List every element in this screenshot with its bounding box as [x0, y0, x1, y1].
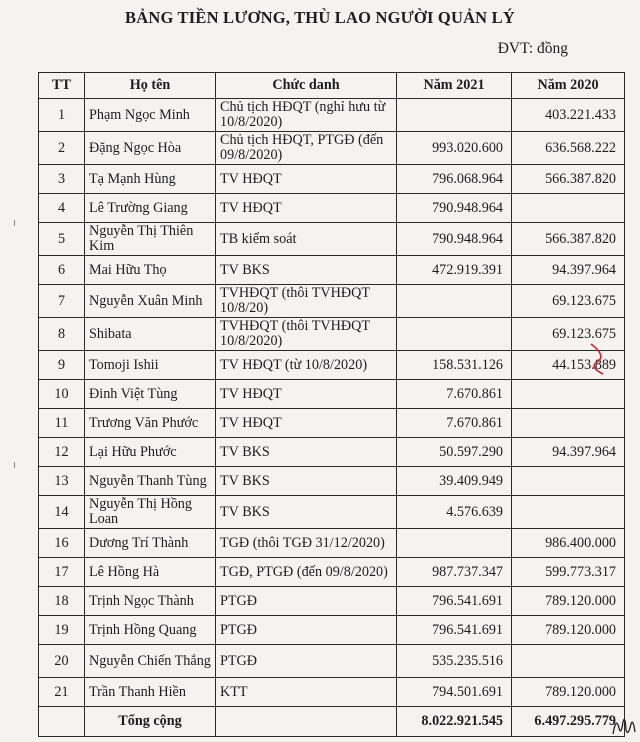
- table-row: [39, 587, 625, 616]
- row-position: TV HĐQT: [216, 409, 397, 438]
- row-position: TV BKS: [216, 467, 397, 496]
- scan-mark: [14, 462, 15, 468]
- table-row: [39, 99, 625, 132]
- row-position: TGĐ, PTGĐ (đến 09/8/2020): [216, 558, 397, 587]
- row-2020: 566.387.820: [512, 223, 625, 256]
- table-row: [39, 194, 625, 223]
- row-position: TV HĐQT: [216, 194, 397, 223]
- table-row: [39, 223, 625, 256]
- row-position: TV HĐQT: [216, 165, 397, 194]
- row-2021: [397, 285, 512, 318]
- row-tt: 9: [39, 351, 85, 380]
- row-2021: 7.670.861: [397, 380, 512, 409]
- row-tt: 3: [39, 165, 85, 194]
- row-name: Trương Văn Phước: [85, 409, 216, 438]
- row-name: Trịnh Ngọc Thành: [85, 587, 216, 616]
- table-row: [39, 165, 625, 194]
- row-tt: 11: [39, 409, 85, 438]
- row-2021: 4.576.639: [397, 496, 512, 529]
- header-name: Họ tên: [85, 73, 216, 99]
- header-2020: Năm 2020: [512, 73, 625, 99]
- row-2020: 566.387.820: [512, 165, 625, 194]
- row-name: Dương Trí Thành: [85, 529, 216, 558]
- table-row: [39, 256, 625, 285]
- row-2021: 535.235.516: [397, 645, 512, 678]
- row-2020: 94.397.964: [512, 256, 625, 285]
- row-2021: 7.670.861: [397, 409, 512, 438]
- row-2020: 599.773.317: [512, 558, 625, 587]
- row-position: Chủ tịch HĐQT, PTGĐ (đến 09/8/2020): [216, 132, 397, 165]
- row-name: Trần Thanh Hiền: [85, 678, 216, 707]
- row-2020: [512, 380, 625, 409]
- page-title: BẢNG TIỀN LƯƠNG, THÙ LAO NGƯỜI QUẢN LÝ: [125, 8, 515, 27]
- row-tt: 18: [39, 587, 85, 616]
- table-row: [39, 409, 625, 438]
- row-name: Nguyễn Thị Hồng Loan: [85, 496, 216, 529]
- row-tt: 19: [39, 616, 85, 645]
- row-2021: 993.020.600: [397, 132, 512, 165]
- row-2021: 794.501.691: [397, 678, 512, 707]
- row-tt: 5: [39, 223, 85, 256]
- table-row: [39, 496, 625, 529]
- table-row: [39, 380, 625, 409]
- row-position: Chủ tịch HĐQT (nghỉ hưu từ 10/8/2020): [216, 99, 397, 132]
- row-name: Shibata: [85, 318, 216, 351]
- row-tt: 14: [39, 496, 85, 529]
- row-2021: 472.919.391: [397, 256, 512, 285]
- row-tt: 10: [39, 380, 85, 409]
- row-tt: 7: [39, 285, 85, 318]
- row-position: PTGĐ: [216, 616, 397, 645]
- row-2021: [397, 99, 512, 132]
- row-position: KTT: [216, 678, 397, 707]
- total-2021: 8.022.921.545: [397, 707, 512, 737]
- header-tt: TT: [39, 73, 85, 99]
- row-tt: 8: [39, 318, 85, 351]
- row-name: Phạm Ngọc Minh: [85, 99, 216, 132]
- table-body: [39, 99, 625, 707]
- row-2020: 986.400.000: [512, 529, 625, 558]
- row-2021: 796.541.691: [397, 587, 512, 616]
- table-row: [39, 318, 625, 351]
- row-name: Nguyễn Chiến Thắng: [85, 645, 216, 678]
- row-position: TVHĐQT (thôi TVHĐQT 10/8/20): [216, 285, 397, 318]
- table-row: [39, 467, 625, 496]
- row-2020: 94.397.964: [512, 438, 625, 467]
- row-2021: 796.541.691: [397, 616, 512, 645]
- table-header-row: [39, 73, 625, 99]
- row-2021: 790.948.964: [397, 194, 512, 223]
- row-position: PTGĐ: [216, 645, 397, 678]
- header-2021: Năm 2021: [397, 73, 512, 99]
- table-row: [39, 351, 625, 380]
- table-row: [39, 558, 625, 587]
- row-2020: 69.123.675: [512, 318, 625, 351]
- row-2021: [397, 529, 512, 558]
- total-tt-cell: [39, 707, 85, 737]
- salary-table: [38, 72, 625, 737]
- total-position-cell: [216, 707, 397, 737]
- total-2020: 6.497.295.779: [512, 707, 625, 737]
- table-row: [39, 132, 625, 165]
- row-2021: 987.737.347: [397, 558, 512, 587]
- scan-mark: [14, 220, 15, 226]
- row-name: Mai Hữu Thọ: [85, 256, 216, 285]
- row-2020: [512, 496, 625, 529]
- row-2020: 789.120.000: [512, 587, 625, 616]
- table-row: [39, 678, 625, 707]
- table-row: [39, 529, 625, 558]
- row-name: Nguyễn Xuân Minh: [85, 285, 216, 318]
- row-name: Đinh Việt Tùng: [85, 380, 216, 409]
- row-2020: 403.221.433: [512, 99, 625, 132]
- row-name: Lê Hồng Hà: [85, 558, 216, 587]
- row-tt: 1: [39, 99, 85, 132]
- red-check-mark-icon: [585, 342, 615, 376]
- row-tt: 16: [39, 529, 85, 558]
- row-2020: [512, 194, 625, 223]
- row-tt: 4: [39, 194, 85, 223]
- row-position: TV BKS: [216, 256, 397, 285]
- row-tt: 17: [39, 558, 85, 587]
- table-row: [39, 438, 625, 467]
- row-name: Trịnh Hồng Quang: [85, 616, 216, 645]
- row-position: TB kiểm soát: [216, 223, 397, 256]
- row-name: Tạ Mạnh Hùng: [85, 165, 216, 194]
- row-2021: 39.409.949: [397, 467, 512, 496]
- header-position: Chức danh: [216, 73, 397, 99]
- row-2020: [512, 409, 625, 438]
- row-name: Nguyễn Thị Thiên Kim: [85, 223, 216, 256]
- signature-initials-icon: [610, 712, 638, 738]
- row-position: TV BKS: [216, 438, 397, 467]
- unit-label: ĐVT: đồng: [497, 40, 568, 57]
- row-name: Nguyễn Thanh Tùng: [85, 467, 216, 496]
- row-position: PTGĐ: [216, 587, 397, 616]
- row-2020: [512, 645, 625, 678]
- row-name: Tomoji Ishii: [85, 351, 216, 380]
- row-2020: 789.120.000: [512, 678, 625, 707]
- row-position: TV HĐQT (từ 10/8/2020): [216, 351, 397, 380]
- row-position: TV HĐQT: [216, 380, 397, 409]
- row-2021: 158.531.126: [397, 351, 512, 380]
- row-2020: 44.153.889: [512, 351, 625, 380]
- row-name: Đặng Ngọc Hòa: [85, 132, 216, 165]
- row-position: TGĐ (thôi TGĐ 31/12/2020): [216, 529, 397, 558]
- row-2021: 790.948.964: [397, 223, 512, 256]
- row-2021: 50.597.290: [397, 438, 512, 467]
- row-position: TV BKS: [216, 496, 397, 529]
- table-row: [39, 645, 625, 678]
- row-name: Lại Hữu Phước: [85, 438, 216, 467]
- row-name: Lê Trường Giang: [85, 194, 216, 223]
- total-label: Tổng cộng: [85, 707, 216, 737]
- row-2020: [512, 467, 625, 496]
- row-tt: 20: [39, 645, 85, 678]
- row-2021: 796.068.964: [397, 165, 512, 194]
- row-2020: 69.123.675: [512, 285, 625, 318]
- row-tt: 2: [39, 132, 85, 165]
- row-2020: 636.568.222: [512, 132, 625, 165]
- table-row: [39, 616, 625, 645]
- row-tt: 6: [39, 256, 85, 285]
- total-row: [39, 707, 625, 737]
- row-tt: 13: [39, 467, 85, 496]
- row-2020: 789.120.000: [512, 616, 625, 645]
- row-2021: [397, 318, 512, 351]
- table-row: [39, 285, 625, 318]
- row-position: TVHĐQT (thôi TVHĐQT 10/8/2020): [216, 318, 397, 351]
- row-tt: 21: [39, 678, 85, 707]
- row-tt: 12: [39, 438, 85, 467]
